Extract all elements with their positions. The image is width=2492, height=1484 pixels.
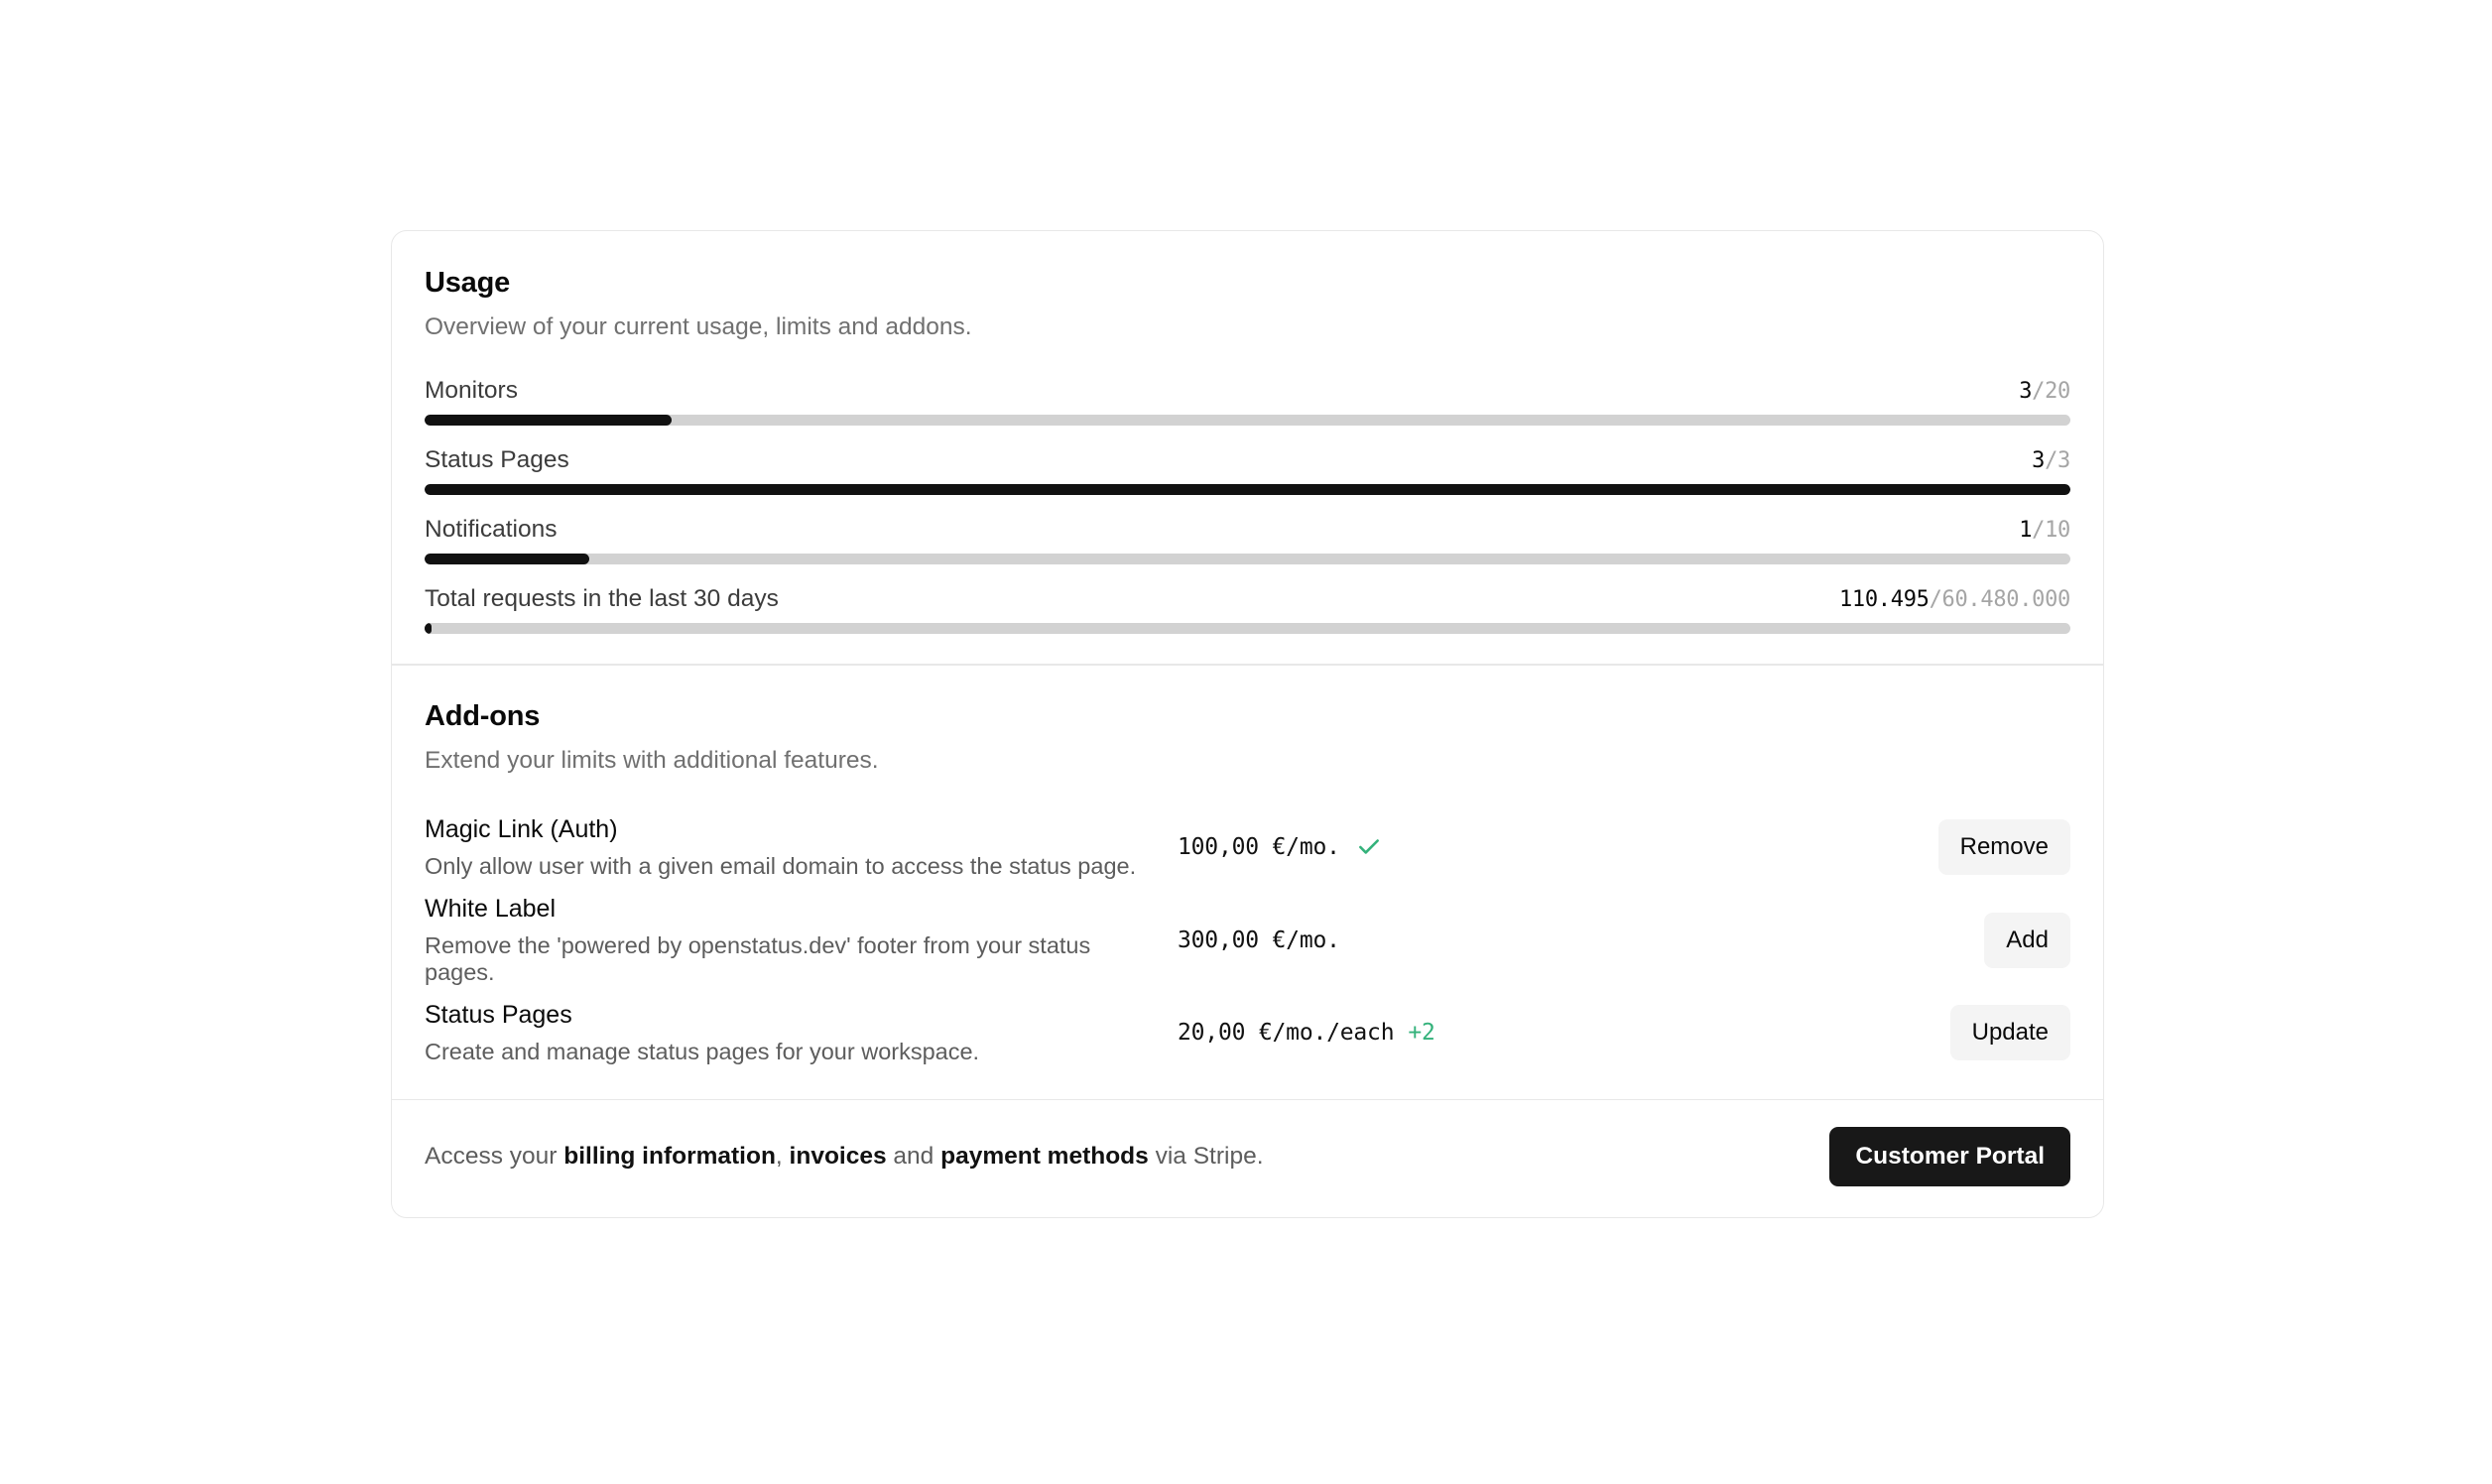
usage-label: Notifications [425,516,558,543]
usage-row-header [425,585,2070,613]
usage-progress-fill [425,415,672,426]
usage-progress-fill [425,554,589,564]
check-icon [1356,834,1382,860]
usage-value [2032,448,2070,473]
usage-current: 3 [2032,448,2046,473]
usage-row [425,377,2070,426]
footer-text-end: via Stripe. [1148,1143,1264,1170]
usage-list [425,377,2070,634]
footer-comma: , [775,1143,790,1170]
addon-price-group [1164,928,1872,953]
card-footer [392,1100,2103,1217]
addon-info [425,815,1164,880]
addons-title: Add-ons [425,699,541,732]
usage-separator: / [2032,379,2046,404]
usage-separator: / [2045,448,2058,473]
usage-progress-fill [425,484,2070,495]
addon-action [1872,913,2070,968]
usage-subtitle: Overview of your current usage, limits and addons. [425,313,972,340]
update-button[interactable]: Update [1950,1005,2070,1060]
remove-button[interactable]: Remove [1938,819,2070,875]
usage-value [1839,587,2070,612]
addon-price: 20,00 €/mo./each [1178,1020,1395,1046]
addons-list [425,808,2070,1073]
addon-row-white-label [425,888,2070,994]
usage-progress-track [425,484,2070,495]
usage-row-header [425,446,2070,474]
addon-description: Remove the 'powered by openstatus.dev' footer from your status pages. [425,931,1091,985]
addon-price-group [1164,1020,1872,1046]
addon-price-group [1164,834,1872,860]
footer-text-start: Access your [425,1143,564,1170]
usage-limit: 60.480.000 [1941,587,2070,612]
usage-progress-track [425,415,2070,426]
billing-usage-card [391,230,2104,1218]
usage-separator: / [1929,587,1942,612]
addons-subtitle: Extend your limits with additional features. [425,746,879,774]
usage-row [425,446,2070,495]
addon-price: 300,00 €/mo. [1178,927,1340,953]
addon-row-status-pages [425,994,2070,1073]
addon-description: Create and manage status pages for your workspace. [425,1038,980,1064]
addons-section [392,666,2103,1099]
addon-quantity-badge: +2 [1408,1020,1435,1046]
usage-label: Monitors [425,377,518,404]
usage-row-header [425,516,2070,544]
usage-value [2019,518,2070,543]
usage-separator: / [2032,518,2046,543]
addon-name: Status Pages [425,1000,572,1029]
usage-value [2019,379,2070,404]
addon-name: Magic Link (Auth) [425,814,618,843]
billing-information-link[interactable]: billing information [563,1143,776,1170]
usage-limit: 3 [2057,448,2070,473]
usage-label: Total requests in the last 30 days [425,585,779,612]
addon-description: Only allow user with a given email domain to access the status page. [425,852,1137,879]
usage-row [425,516,2070,564]
customer-portal-button[interactable]: Customer Portal [1829,1127,2070,1186]
payment-methods-link[interactable]: payment methods [940,1143,1149,1170]
usage-progress-track [425,623,2070,634]
usage-label: Status Pages [425,446,569,473]
addon-info [425,895,1164,986]
footer-text-and: and [886,1143,941,1170]
addon-action [1872,1005,2070,1060]
invoices-link[interactable]: invoices [789,1143,887,1170]
addon-row-magic-link [425,808,2070,888]
addon-name: White Label [425,894,557,923]
usage-current: 1 [2019,518,2033,543]
billing-footer-text [425,1143,1264,1171]
addon-price: 100,00 €/mo. [1178,834,1340,860]
usage-current: 110.495 [1838,587,1930,612]
usage-row-header [425,377,2070,405]
usage-title: Usage [425,267,511,299]
add-button[interactable]: Add [1984,913,2070,968]
usage-section [392,231,2103,664]
usage-limit: 20 [2045,379,2070,404]
addon-action [1872,819,2070,875]
usage-limit: 10 [2045,518,2070,543]
usage-progress-fill [425,623,432,634]
usage-current: 3 [2019,379,2033,404]
addon-info [425,1001,1164,1065]
usage-row [425,585,2070,634]
usage-progress-track [425,554,2070,564]
